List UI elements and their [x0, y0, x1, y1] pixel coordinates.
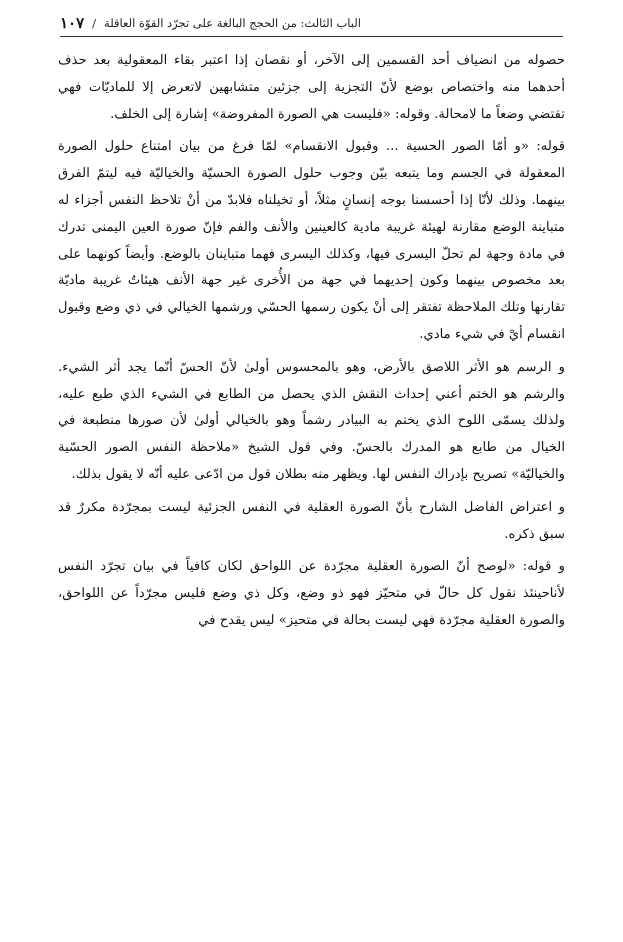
running-title: الباب الثالث: من الحجج البالغة على تجرّد القوّة العاقلة — [104, 16, 361, 30]
paragraph: قوله: «و أمّا الصور الحسية ... وقبول الانقسام» لمّا فرغ من بيان امتناع حلول الصورة المعقولة في الجسم وما يتبعه بيّن وجوب حلول الصورة الحسيّة والخياليّة فيه ليتمّ الفرق بينهما. وذلك لأنّا إذا أحسسنا بوجه إنسانٍ مثلاً، أو تخيلناه فلابدّ من أنْ تلاحظ النفس أجزاء له متباينة الوضع مقارنة لهيئة غريبة مادية كالعينين والأنف والفم فإنّ صورة العين اليمنى تدرك في مادة وجهة لم تحلّ اليسرى فيها، وكذلك اليسرى فهما متباينان بالوضع. وأيضاً كونهما على بعد مخصوص بينهما وكون إحديهما في جهة من الأُخرى غير جهة الأنف هيئاتٌ غريبة ماديّة تقارنها وتلك الملاحظة تفتقر إلى أنْ يكون رسمها الحسّي ورشمها الخيالي في ذي وضع وقبول انقسام أيْ في شيء مادي. — [58, 139, 565, 342]
paragraph: و قوله: «لوصح أنّ الصورة العقلية مجرّدة عن اللواحق لكان كافياً في بيان تجرّد النفس لأناحينئذ نقول كل حالّ في متحيّز فهو ذو وضع، وكل ذي وضع فليس مجرّداً عن اللواحق، والصورة العقلية مجرّدة فهي ليست بحالة في متحيز» ليس يقدح في — [58, 559, 565, 628]
page-header — [60, 12, 563, 34]
body-text — [58, 48, 565, 635]
paragraph: حصوله من انضياف أحد القسمين إلى الآخر، أو نقصان إذا اعتبر بقاء المعقولية بعد حذف أحدهما منه واختصاص بوضع لأنّ التجزية إلى جزئين متشابهين لاتعرض إلا للماديّات فهي تقتضي وضعاً ما لامحالة. وقوله: «فليست هي الصورة المفروضة» إشارة إلى الخلف. — [58, 53, 565, 122]
page-number: ١٠٧ — [60, 14, 85, 32]
paragraph: و الرسم هو الأثر اللاصق بالأرض، وهو بالمحسوس أولىٰ لأنّ الحسّ أنّما يجد أثر الشيء. والرشم هو الختم أعني إحداث النقش الذي يحصل من الطابع في الشيء الذي طبع عليه، ولذلك يسمّى اللوح الذي يختم به البيادر رشماً وهو بالخيالي أولىٰ لأن صورها منطبعة في الخيال من طابع هو المدرك بالحسّ. وفي قول الشيخ «ملاحظة النفس الصور الحسّية والخياليّة» تصريح بإدراك النفس لها. ويظهر منه بطلان قول من ادّعى عليه أنّه لا يقول بذلك. — [58, 359, 565, 482]
header-separator: / — [92, 16, 97, 30]
paragraph: و اعتراض الفاضل الشارح بأنّ الصورة العقلية في النفس الجزئية ليست بمجرّدة مكررٌ قد سبق ذكره. — [58, 499, 565, 542]
header-rule — [60, 36, 563, 37]
